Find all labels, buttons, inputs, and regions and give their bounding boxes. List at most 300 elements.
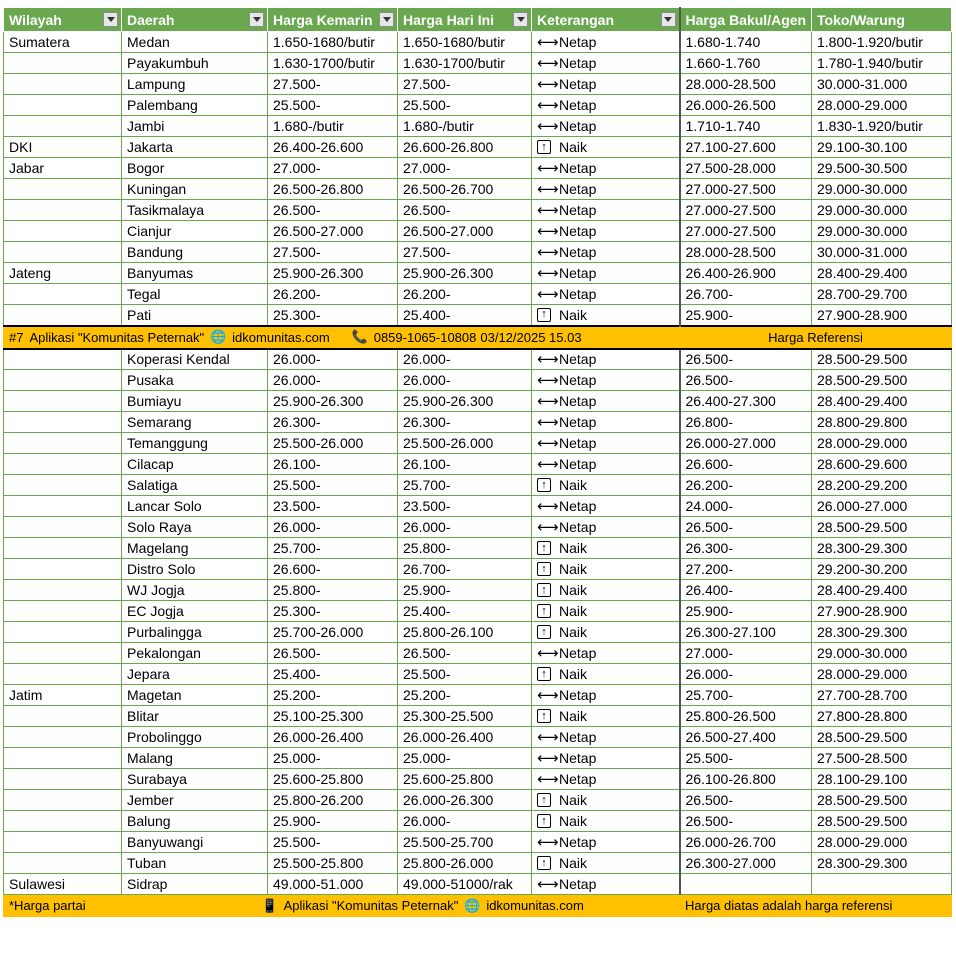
cell-harga-bakul-agen[interactable]: 26.500-	[680, 790, 812, 811]
cell-wilayah[interactable]	[4, 391, 122, 412]
cell-harga-hari-ini[interactable]: 25.900-26.300	[398, 263, 532, 284]
table-row	[4, 643, 952, 664]
cell-harga-hari-ini[interactable]: 26.000-	[398, 349, 532, 370]
cell-toko-warung[interactable]: 1.780-1.940/butir	[812, 53, 952, 74]
cell-toko-warung[interactable]: 28.200-29.200	[812, 475, 952, 496]
cell-harga-hari-ini[interactable]: 49.000-51000/rak	[398, 874, 532, 895]
cell-harga-kemarin[interactable]: 26.500-	[268, 200, 398, 221]
cell-wilayah[interactable]	[4, 706, 122, 727]
cell-keterangan[interactable]	[532, 727, 680, 748]
filter-dropdown-icon[interactable]	[249, 12, 264, 27]
cell-keterangan[interactable]	[532, 242, 680, 263]
cell-keterangan[interactable]	[532, 74, 680, 95]
cell-harga-bakul-agen[interactable]: 27.000-27.500	[680, 221, 812, 242]
cell-harga-hari-ini[interactable]: 27.000-	[398, 158, 532, 179]
filter-dropdown-icon[interactable]	[513, 12, 528, 27]
cell-harga-kemarin[interactable]: 1.650-1680/butir	[268, 32, 398, 53]
cell-harga-kemarin[interactable]: 23.500-	[268, 496, 398, 517]
cell-daerah[interactable]: Tuban	[122, 853, 268, 874]
cell-harga-kemarin[interactable]: 26.200-	[268, 284, 398, 305]
cell-toko-warung[interactable]: 27.700-28.700	[812, 685, 952, 706]
cell-harga-kemarin[interactable]: 25.500-	[268, 832, 398, 853]
cell-harga-hari-ini[interactable]: 27.500-	[398, 242, 532, 263]
cell-keterangan[interactable]	[532, 95, 680, 116]
cell-harga-hari-ini[interactable]: 26.500-	[398, 200, 532, 221]
cell-harga-hari-ini[interactable]: 27.500-	[398, 74, 532, 95]
cell-harga-bakul-agen[interactable]: 27.000-27.500	[680, 179, 812, 200]
cell-toko-warung[interactable]: 28.500-29.500	[812, 811, 952, 832]
cell-wilayah[interactable]	[4, 53, 122, 74]
cell-harga-hari-ini[interactable]: 26.000-	[398, 370, 532, 391]
cell-keterangan[interactable]	[532, 832, 680, 853]
cell-wilayah[interactable]	[4, 622, 122, 643]
cell-harga-kemarin[interactable]: 25.500-25.800	[268, 853, 398, 874]
cell-harga-kemarin[interactable]: 26.400-26.600	[268, 137, 398, 158]
cell-daerah[interactable]: Probolinggo	[122, 727, 268, 748]
cell-harga-kemarin[interactable]: 26.500-26.800	[268, 179, 398, 200]
cell-keterangan[interactable]	[532, 137, 680, 158]
cell-harga-kemarin[interactable]: 26.100-	[268, 454, 398, 475]
table-row	[4, 391, 952, 412]
cell-harga-kemarin[interactable]: 26.000-26.400	[268, 727, 398, 748]
cell-keterangan[interactable]	[532, 116, 680, 137]
cell-wilayah[interactable]	[4, 643, 122, 664]
cell-harga-bakul-agen[interactable]: 26.400-26.900	[680, 263, 812, 284]
cell-harga-hari-ini[interactable]: 25.600-25.800	[398, 769, 532, 790]
cell-daerah[interactable]: Jepara	[122, 664, 268, 685]
cell-toko-warung[interactable]: 29.200-30.200	[812, 559, 952, 580]
cell-harga-hari-ini[interactable]: 25.800-	[398, 538, 532, 559]
cell-toko-warung[interactable]: 29.000-30.000	[812, 179, 952, 200]
header-label: Harga Hari Ini	[403, 11, 495, 28]
cell-toko-warung[interactable]: 29.000-30.000	[812, 221, 952, 242]
cell-harga-hari-ini[interactable]: 25.200-	[398, 685, 532, 706]
cell-harga-kemarin[interactable]: 25.400-	[268, 664, 398, 685]
cell-daerah[interactable]: Banyuwangi	[122, 832, 268, 853]
cell-harga-bakul-agen[interactable]: 27.500-28.000	[680, 158, 812, 179]
cell-harga-hari-ini[interactable]: 1.650-1680/butir	[398, 32, 532, 53]
cell-daerah[interactable]: Magelang	[122, 538, 268, 559]
cell-toko-warung[interactable]: 28.000-29.000	[812, 664, 952, 685]
cell-keterangan[interactable]	[532, 221, 680, 242]
cell-harga-bakul-agen[interactable]: 25.500-	[680, 748, 812, 769]
cell-wilayah[interactable]	[4, 305, 122, 326]
table-row	[4, 706, 952, 727]
cell-harga-kemarin[interactable]: 25.800-26.200	[268, 790, 398, 811]
cell-wilayah[interactable]	[4, 769, 122, 790]
cell-wilayah[interactable]	[4, 221, 122, 242]
cell-harga-hari-ini[interactable]: 26.500-27.000	[398, 221, 532, 242]
cell-wilayah[interactable]	[4, 200, 122, 221]
cell-daerah[interactable]: Bogor	[122, 158, 268, 179]
cell-toko-warung[interactable]: 28.500-29.500	[812, 349, 952, 370]
cell-toko-warung[interactable]: 28.500-29.500	[812, 727, 952, 748]
filter-dropdown-icon[interactable]	[379, 12, 394, 27]
cell-toko-warung[interactable]: 27.800-28.800	[812, 706, 952, 727]
footer-website[interactable]: idkomunitas.com	[486, 898, 584, 913]
cell-keterangan[interactable]	[532, 622, 680, 643]
table-row	[4, 74, 952, 95]
cell-harga-kemarin[interactable]: 1.680-/butir	[268, 116, 398, 137]
cell-harga-bakul-agen[interactable]	[680, 874, 812, 895]
cell-daerah[interactable]: Temanggung	[122, 433, 268, 454]
cell-wilayah[interactable]	[4, 727, 122, 748]
cell-wilayah[interactable]	[4, 116, 122, 137]
cell-harga-bakul-agen[interactable]: 27.000-	[680, 643, 812, 664]
cell-keterangan[interactable]	[532, 391, 680, 412]
cell-harga-kemarin[interactable]: 26.000-	[268, 517, 398, 538]
cell-wilayah[interactable]	[4, 242, 122, 263]
cell-toko-warung[interactable]: 29.500-30.500	[812, 158, 952, 179]
cell-daerah[interactable]: Lancar Solo	[122, 496, 268, 517]
status-label: Naik	[559, 813, 588, 829]
cell-wilayah[interactable]	[4, 475, 122, 496]
cell-daerah[interactable]: Semarang	[122, 412, 268, 433]
cell-toko-warung[interactable]: 29.000-30.000	[812, 643, 952, 664]
cell-daerah[interactable]: Pati	[122, 305, 268, 326]
cell-keterangan[interactable]	[532, 433, 680, 454]
cell-keterangan[interactable]	[532, 32, 680, 53]
cell-harga-hari-ini[interactable]: 25.800-26.000	[398, 853, 532, 874]
cell-keterangan[interactable]	[532, 475, 680, 496]
cell-wilayah[interactable]: Jatim	[4, 685, 122, 706]
cell-daerah[interactable]: Balung	[122, 811, 268, 832]
cell-keterangan[interactable]	[532, 349, 680, 370]
cell-harga-hari-ini[interactable]: 25.400-	[398, 601, 532, 622]
cell-toko-warung[interactable]: 28.300-29.300	[812, 538, 952, 559]
arrow-left-right-icon: ⟷	[537, 519, 559, 536]
cell-wilayah[interactable]	[4, 832, 122, 853]
cell-toko-warung[interactable]: 28.400-29.400	[812, 263, 952, 284]
cell-wilayah[interactable]	[4, 538, 122, 559]
cell-harga-bakul-agen[interactable]: 26.600-	[680, 454, 812, 475]
cell-daerah[interactable]: Cianjur	[122, 221, 268, 242]
cell-toko-warung[interactable]: 28.000-29.000	[812, 832, 952, 853]
cell-harga-hari-ini[interactable]: 1.630-1700/butir	[398, 53, 532, 74]
cell-keterangan[interactable]	[532, 538, 680, 559]
cell-harga-hari-ini[interactable]: 26.000-26.400	[398, 727, 532, 748]
cell-toko-warung[interactable]: 28.500-29.500	[812, 517, 952, 538]
cell-harga-hari-ini[interactable]: 26.700-	[398, 559, 532, 580]
cell-harga-bakul-agen[interactable]: 26.500-27.400	[680, 727, 812, 748]
cell-harga-kemarin[interactable]: 25.100-25.300	[268, 706, 398, 727]
cell-harga-hari-ini[interactable]: 26.500-26.700	[398, 179, 532, 200]
cell-wilayah[interactable]	[4, 412, 122, 433]
cell-wilayah[interactable]	[4, 580, 122, 601]
cell-keterangan[interactable]	[532, 748, 680, 769]
cell-daerah[interactable]: Malang	[122, 748, 268, 769]
cell-keterangan[interactable]	[532, 370, 680, 391]
cell-harga-bakul-agen[interactable]: 26.500-	[680, 811, 812, 832]
cell-harga-bakul-agen[interactable]: 26.400-27.300	[680, 391, 812, 412]
cell-wilayah[interactable]	[4, 179, 122, 200]
cell-harga-hari-ini[interactable]: 26.000-	[398, 517, 532, 538]
cell-harga-kemarin[interactable]: 26.000-	[268, 370, 398, 391]
cell-harga-hari-ini[interactable]: 26.200-	[398, 284, 532, 305]
cell-toko-warung[interactable]: 28.700-29.700	[812, 284, 952, 305]
cell-harga-bakul-agen[interactable]: 26.000-26.700	[680, 832, 812, 853]
cell-keterangan[interactable]	[532, 284, 680, 305]
cell-daerah[interactable]: Salatiga	[122, 475, 268, 496]
cell-daerah[interactable]: Magetan	[122, 685, 268, 706]
cell-wilayah[interactable]: Jabar	[4, 158, 122, 179]
cell-harga-bakul-agen[interactable]: 1.660-1.760	[680, 53, 812, 74]
cell-harga-bakul-agen[interactable]: 26.100-26.800	[680, 769, 812, 790]
cell-keterangan[interactable]	[532, 853, 680, 874]
cell-keterangan[interactable]	[532, 685, 680, 706]
cell-daerah[interactable]: Tasikmalaya	[122, 200, 268, 221]
cell-harga-kemarin[interactable]: 25.000-	[268, 748, 398, 769]
cell-daerah[interactable]: Pusaka	[122, 370, 268, 391]
cell-wilayah[interactable]	[4, 559, 122, 580]
cell-harga-bakul-agen[interactable]: 25.800-26.500	[680, 706, 812, 727]
cell-toko-warung[interactable]: 28.100-29.100	[812, 769, 952, 790]
cell-harga-hari-ini[interactable]: 25.500-	[398, 95, 532, 116]
cell-harga-hari-ini[interactable]: 26.500-	[398, 643, 532, 664]
cell-wilayah[interactable]	[4, 496, 122, 517]
cell-daerah[interactable]: WJ Jogja	[122, 580, 268, 601]
cell-wilayah[interactable]: Sumatera	[4, 32, 122, 53]
cell-harga-kemarin[interactable]: 1.630-1700/butir	[268, 53, 398, 74]
cell-wilayah[interactable]	[4, 454, 122, 475]
cell-daerah[interactable]: Bumiayu	[122, 391, 268, 412]
cell-harga-bakul-agen[interactable]: 26.000-26.500	[680, 95, 812, 116]
cell-harga-kemarin[interactable]: 25.500-	[268, 475, 398, 496]
cell-daerah[interactable]: Lampung	[122, 74, 268, 95]
cell-harga-bakul-agen[interactable]: 26.200-	[680, 475, 812, 496]
cell-harga-hari-ini[interactable]: 25.300-25.500	[398, 706, 532, 727]
cell-toko-warung[interactable]: 26.000-27.000	[812, 496, 952, 517]
filter-dropdown-icon[interactable]	[661, 12, 676, 27]
cell-wilayah[interactable]	[4, 349, 122, 370]
cell-wilayah[interactable]	[4, 517, 122, 538]
cell-daerah[interactable]: Jakarta	[122, 137, 268, 158]
cell-keterangan[interactable]	[532, 601, 680, 622]
cell-harga-kemarin[interactable]: 27.500-	[268, 74, 398, 95]
cell-wilayah[interactable]	[4, 370, 122, 391]
cell-harga-bakul-agen[interactable]: 25.700-	[680, 685, 812, 706]
cell-daerah[interactable]: Medan	[122, 32, 268, 53]
cell-daerah[interactable]: Distro Solo	[122, 559, 268, 580]
cell-harga-bakul-agen[interactable]: 26.500-	[680, 349, 812, 370]
cell-daerah[interactable]: Solo Raya	[122, 517, 268, 538]
cell-wilayah[interactable]	[4, 664, 122, 685]
cell-toko-warung[interactable]: 28.000-29.000	[812, 433, 952, 454]
cell-keterangan[interactable]	[532, 53, 680, 74]
cell-harga-kemarin[interactable]: 27.500-	[268, 242, 398, 263]
cell-harga-bakul-agen[interactable]: 26.500-	[680, 517, 812, 538]
cell-toko-warung[interactable]: 30.000-31.000	[812, 74, 952, 95]
cell-toko-warung[interactable]: 28.400-29.400	[812, 580, 952, 601]
cell-daerah[interactable]: Jambi	[122, 116, 268, 137]
cell-harga-kemarin[interactable]: 27.000-	[268, 158, 398, 179]
cell-harga-bakul-agen[interactable]: 26.400-	[680, 580, 812, 601]
cell-harga-kemarin[interactable]: 25.900-26.300	[268, 391, 398, 412]
cell-toko-warung[interactable]: 28.400-29.400	[812, 391, 952, 412]
arrow-up-icon: ↑	[537, 140, 551, 154]
cell-keterangan[interactable]	[532, 769, 680, 790]
cell-harga-hari-ini[interactable]: 25.400-	[398, 305, 532, 326]
cell-harga-kemarin[interactable]: 25.500-	[268, 95, 398, 116]
cell-harga-bakul-agen[interactable]: 26.300-27.000	[680, 853, 812, 874]
cell-keterangan[interactable]	[532, 811, 680, 832]
cell-harga-kemarin[interactable]: 26.000-	[268, 349, 398, 370]
cell-harga-bakul-agen[interactable]: 26.000-	[680, 664, 812, 685]
cell-toko-warung[interactable]: 28.300-29.300	[812, 622, 952, 643]
cell-harga-kemarin[interactable]: 25.600-25.800	[268, 769, 398, 790]
cell-toko-warung[interactable]: 1.800-1.920/butir	[812, 32, 952, 53]
cell-harga-hari-ini[interactable]: 25.800-26.100	[398, 622, 532, 643]
cell-toko-warung[interactable]: 28.300-29.300	[812, 853, 952, 874]
cell-harga-kemarin[interactable]: 25.300-	[268, 305, 398, 326]
cell-wilayah[interactable]	[4, 811, 122, 832]
cell-keterangan[interactable]	[532, 179, 680, 200]
cell-harga-kemarin[interactable]: 26.600-	[268, 559, 398, 580]
cell-harga-hari-ini[interactable]: 23.500-	[398, 496, 532, 517]
cell-keterangan[interactable]	[532, 643, 680, 664]
banner-phone[interactable]: 0859-1065-10808	[373, 329, 477, 345]
cell-daerah[interactable]: Blitar	[122, 706, 268, 727]
cell-harga-hari-ini[interactable]: 26.000-26.300	[398, 790, 532, 811]
cell-harga-kemarin[interactable]: 25.900-26.300	[268, 263, 398, 284]
cell-harga-bakul-agen[interactable]: 1.680-1.740	[680, 32, 812, 53]
cell-wilayah[interactable]	[4, 790, 122, 811]
status-label: Netap	[559, 372, 597, 388]
cell-harga-kemarin[interactable]: 25.700-	[268, 538, 398, 559]
cell-harga-kemarin[interactable]: 25.200-	[268, 685, 398, 706]
cell-harga-bakul-agen[interactable]: 27.200-	[680, 559, 812, 580]
cell-harga-bakul-agen[interactable]: 26.300-27.100	[680, 622, 812, 643]
cell-wilayah[interactable]	[4, 601, 122, 622]
banner-website[interactable]: idkomunitas.com	[232, 329, 330, 345]
cell-toko-warung[interactable]: 28.800-29.800	[812, 412, 952, 433]
cell-wilayah[interactable]: Jateng	[4, 263, 122, 284]
cell-keterangan[interactable]	[532, 305, 680, 326]
cell-daerah[interactable]: Purbalingga	[122, 622, 268, 643]
cell-harga-hari-ini[interactable]: 25.900-26.300	[398, 391, 532, 412]
cell-harga-hari-ini[interactable]: 25.500-25.700	[398, 832, 532, 853]
cell-harga-hari-ini[interactable]: 26.300-	[398, 412, 532, 433]
cell-harga-hari-ini[interactable]: 25.900-	[398, 580, 532, 601]
cell-daerah[interactable]: Koperasi Kendal	[122, 349, 268, 370]
cell-keterangan[interactable]	[532, 412, 680, 433]
cell-harga-kemarin[interactable]: 25.900-	[268, 811, 398, 832]
cell-wilayah[interactable]: DKI	[4, 137, 122, 158]
status-label: Netap	[559, 687, 597, 703]
cell-harga-kemarin[interactable]: 25.700-26.000	[268, 622, 398, 643]
cell-daerah[interactable]: Cilacap	[122, 454, 268, 475]
cell-harga-kemarin[interactable]: 25.300-	[268, 601, 398, 622]
cell-harga-kemarin[interactable]: 26.300-	[268, 412, 398, 433]
cell-toko-warung[interactable]: 28.500-29.500	[812, 370, 952, 391]
cell-toko-warung[interactable]: 28.500-29.500	[812, 790, 952, 811]
cell-wilayah[interactable]	[4, 284, 122, 305]
cell-wilayah[interactable]	[4, 74, 122, 95]
cell-harga-kemarin[interactable]: 25.500-26.000	[268, 433, 398, 454]
cell-keterangan[interactable]	[532, 559, 680, 580]
cell-toko-warung[interactable]: 27.900-28.900	[812, 305, 952, 326]
cell-keterangan[interactable]	[532, 158, 680, 179]
cell-keterangan[interactable]	[532, 706, 680, 727]
cell-toko-warung[interactable]: 28.600-29.600	[812, 454, 952, 475]
cell-harga-kemarin[interactable]: 26.500-	[268, 643, 398, 664]
cell-toko-warung[interactable]: 28.000-29.000	[812, 95, 952, 116]
cell-wilayah[interactable]	[4, 748, 122, 769]
cell-harga-bakul-agen[interactable]: 27.100-27.600	[680, 137, 812, 158]
cell-daerah[interactable]: Palembang	[122, 95, 268, 116]
cell-daerah[interactable]: Sidrap	[122, 874, 268, 895]
cell-harga-kemarin[interactable]: 49.000-51.000	[268, 874, 398, 895]
cell-wilayah[interactable]: Sulawesi	[4, 874, 122, 895]
cell-wilayah[interactable]	[4, 433, 122, 454]
cell-keterangan[interactable]	[532, 874, 680, 895]
cell-toko-warung[interactable]: 1.830-1.920/butir	[812, 116, 952, 137]
cell-harga-bakul-agen[interactable]: 28.000-28.500	[680, 74, 812, 95]
cell-harga-bakul-agen[interactable]: 27.000-27.500	[680, 200, 812, 221]
cell-daerah[interactable]: Banyumas	[122, 263, 268, 284]
cell-keterangan[interactable]	[532, 790, 680, 811]
cell-daerah[interactable]: Payakumbuh	[122, 53, 268, 74]
cell-harga-hari-ini[interactable]: 25.000-	[398, 748, 532, 769]
cell-daerah[interactable]: Bandung	[122, 242, 268, 263]
cell-daerah[interactable]: EC Jogja	[122, 601, 268, 622]
cell-keterangan[interactable]	[532, 263, 680, 284]
cell-harga-kemarin[interactable]: 25.800-	[268, 580, 398, 601]
cell-harga-bakul-agen[interactable]: 26.500-	[680, 370, 812, 391]
footer-reference-note: Harga diatas adalah harga referensi	[680, 895, 952, 917]
cell-harga-bakul-agen[interactable]: 28.000-28.500	[680, 242, 812, 263]
cell-harga-bakul-agen[interactable]: 26.700-	[680, 284, 812, 305]
cell-toko-warung[interactable]: 27.900-28.900	[812, 601, 952, 622]
cell-daerah[interactable]: Kuningan	[122, 179, 268, 200]
cell-harga-bakul-agen[interactable]: 26.000-27.000	[680, 433, 812, 454]
phone-icon: 📞	[351, 329, 368, 344]
cell-harga-hari-ini[interactable]: 26.600-26.800	[398, 137, 532, 158]
cell-harga-hari-ini[interactable]: 26.000-	[398, 811, 532, 832]
cell-daerah[interactable]: Surabaya	[122, 769, 268, 790]
cell-harga-hari-ini[interactable]: 26.100-	[398, 454, 532, 475]
cell-harga-bakul-agen[interactable]: 25.900-	[680, 601, 812, 622]
cell-wilayah[interactable]	[4, 95, 122, 116]
cell-keterangan[interactable]	[532, 496, 680, 517]
cell-toko-warung[interactable]: 30.000-31.000	[812, 242, 952, 263]
cell-keterangan[interactable]	[532, 664, 680, 685]
cell-toko-warung[interactable]: 27.500-28.500	[812, 748, 952, 769]
cell-toko-warung[interactable]: 29.100-30.100	[812, 137, 952, 158]
filter-dropdown-icon[interactable]	[103, 12, 118, 27]
cell-daerah[interactable]: Pekalongan	[122, 643, 268, 664]
cell-toko-warung[interactable]: 29.000-30.000	[812, 200, 952, 221]
cell-wilayah[interactable]	[4, 853, 122, 874]
cell-daerah[interactable]: Tegal	[122, 284, 268, 305]
cell-harga-bakul-agen[interactable]: 25.900-	[680, 305, 812, 326]
cell-keterangan[interactable]	[532, 200, 680, 221]
cell-keterangan[interactable]	[532, 454, 680, 475]
cell-harga-bakul-agen[interactable]: 26.800-	[680, 412, 812, 433]
cell-toko-warung[interactable]	[812, 874, 952, 895]
cell-harga-hari-ini[interactable]: 25.500-	[398, 664, 532, 685]
cell-harga-hari-ini[interactable]: 25.700-	[398, 475, 532, 496]
cell-harga-bakul-agen[interactable]: 26.300-	[680, 538, 812, 559]
cell-harga-bakul-agen[interactable]: 1.710-1.740	[680, 116, 812, 137]
cell-daerah[interactable]: Jember	[122, 790, 268, 811]
cell-keterangan[interactable]	[532, 517, 680, 538]
cell-harga-bakul-agen[interactable]: 24.000-	[680, 496, 812, 517]
cell-harga-hari-ini[interactable]: 1.680-/butir	[398, 116, 532, 137]
cell-harga-kemarin[interactable]: 26.500-27.000	[268, 221, 398, 242]
cell-keterangan[interactable]	[532, 580, 680, 601]
cell-harga-hari-ini[interactable]: 25.500-26.000	[398, 433, 532, 454]
